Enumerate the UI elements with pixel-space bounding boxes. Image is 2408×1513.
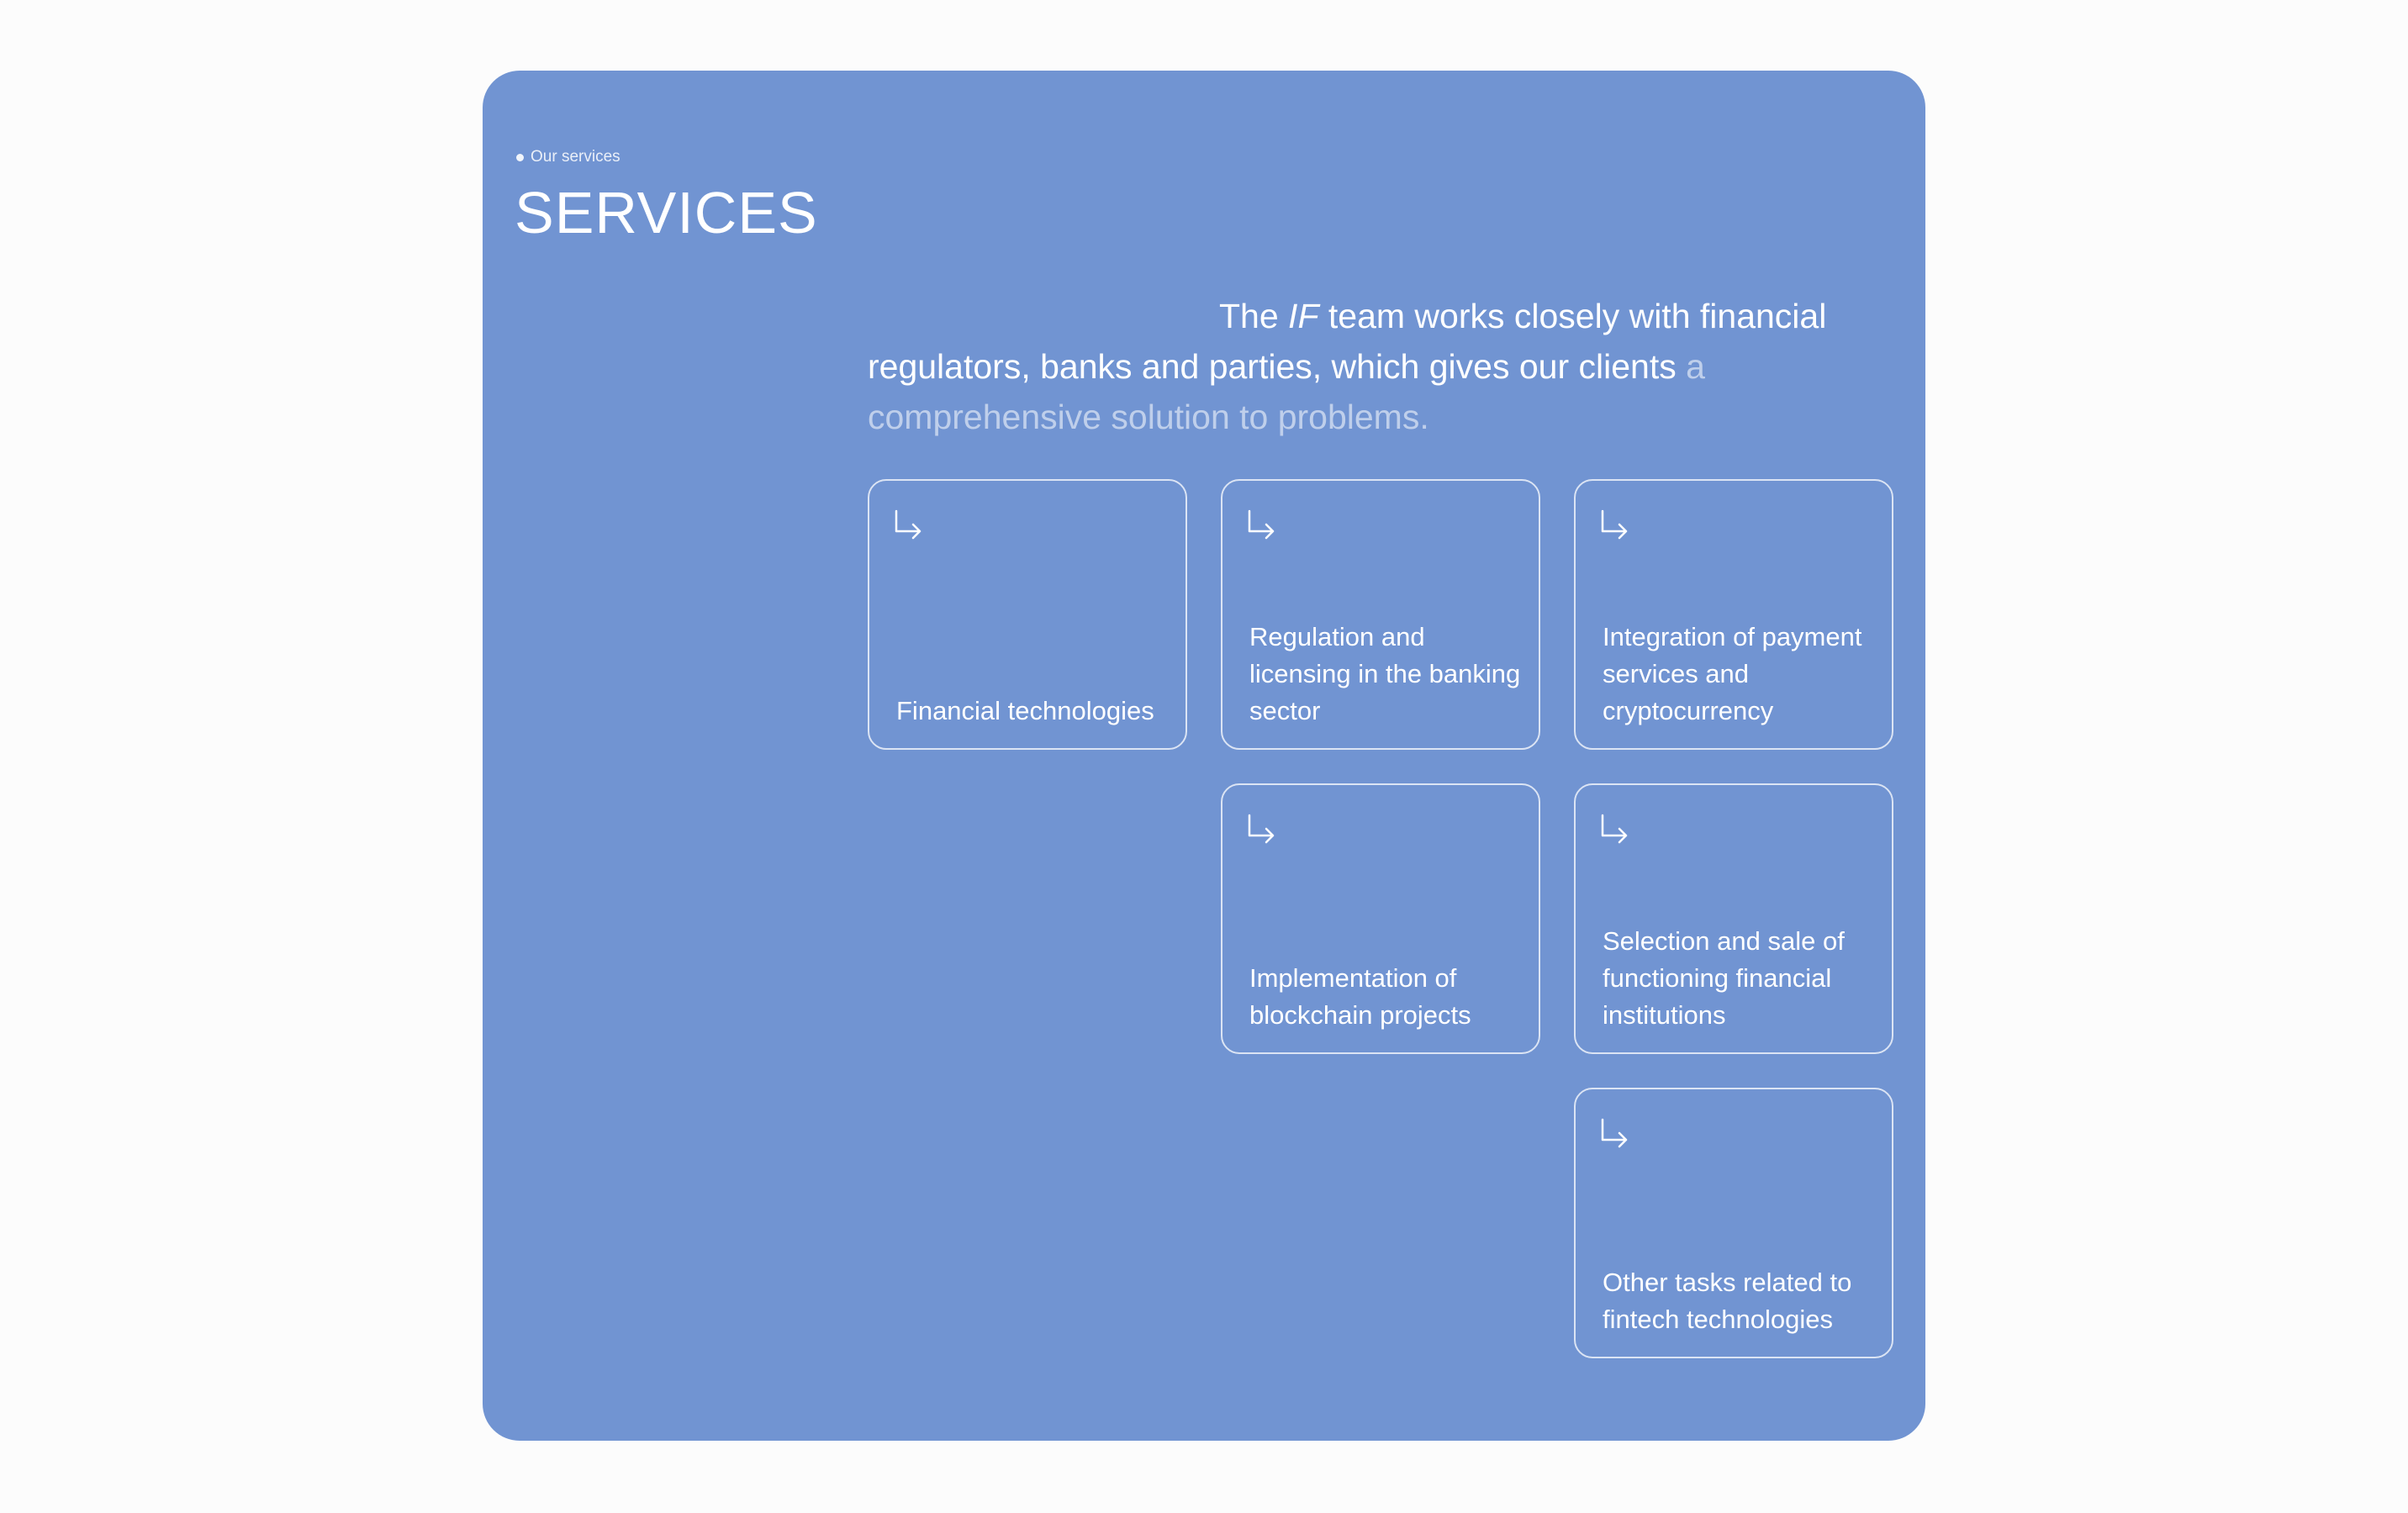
intro-part2: team works closely with financial regulators, banks and parties, which gives our clients [868, 297, 1827, 386]
turn-right-arrow-icon [895, 509, 923, 543]
turn-right-arrow-icon [1248, 509, 1276, 543]
service-card-financial-institutions[interactable] [1574, 783, 1893, 1054]
services-grid [868, 479, 1893, 1358]
service-card-label: Regulation and licensing in the banking sector [1249, 622, 1521, 725]
services-panel [483, 71, 1925, 1441]
intro-part1: The [1219, 297, 1289, 335]
service-card-label: Implementation of blockchain projects [1249, 963, 1471, 1030]
service-card-label: Other tasks related to fintech technologies [1603, 1268, 1852, 1334]
turn-right-arrow-icon [1601, 814, 1629, 847]
turn-right-arrow-icon [1248, 814, 1276, 847]
service-card-other-fintech-tasks[interactable] [1574, 1088, 1893, 1358]
intro-text [868, 291, 1910, 442]
service-card-label: Selection and sale of functioning financial institutions [1603, 926, 1845, 1030]
turn-right-arrow-icon [1601, 1118, 1629, 1152]
service-card-blockchain-projects[interactable] [1221, 783, 1540, 1054]
intro-muted: a comprehensive solution to problems. [868, 347, 1705, 436]
service-card-financial-technologies[interactable] [868, 479, 1187, 750]
intro-brand-italic: IF [1288, 297, 1319, 335]
bullet-dot-icon [516, 154, 524, 161]
turn-right-arrow-icon [1601, 509, 1629, 543]
section-title: SERVICES [515, 180, 818, 245]
section-eyebrow [516, 148, 620, 166]
service-card-regulation-licensing[interactable] [1221, 479, 1540, 750]
service-card-payment-integration[interactable] [1574, 479, 1893, 750]
service-card-label: Financial technologies [896, 696, 1154, 725]
eyebrow-label: Our services [531, 148, 620, 166]
service-card-label: Integration of payment services and cryptocurrency [1603, 622, 1862, 725]
